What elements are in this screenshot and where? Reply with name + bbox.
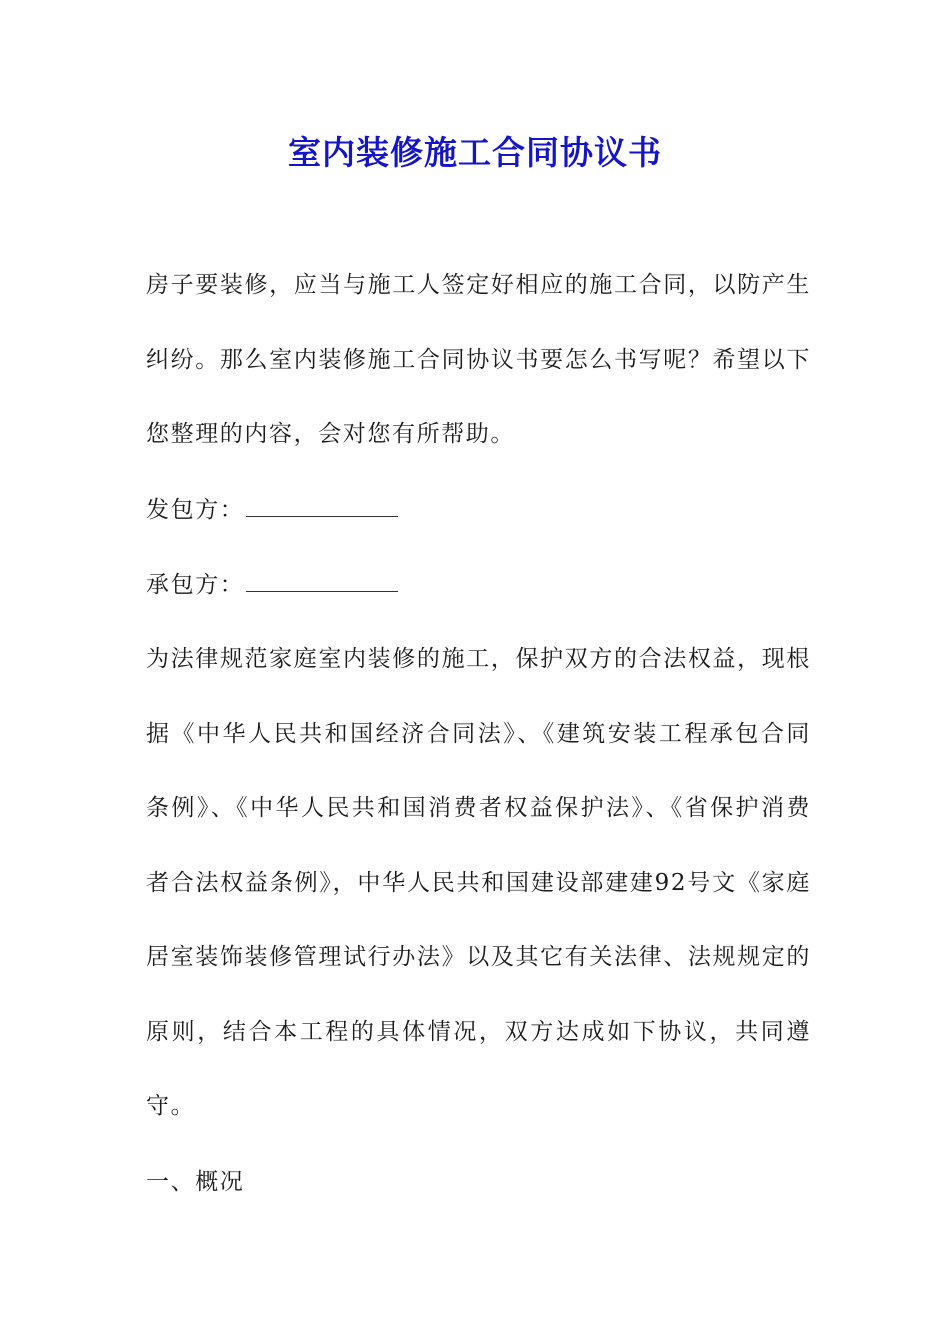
document-title: 室内装修施工合同协议书 [288, 133, 662, 172]
party-a-label: 发包方： [146, 497, 245, 523]
section-heading-overview: 一、概况 [146, 1169, 245, 1195]
intro-paragraph: 房子要装修，应当与施工人签定好相应的施工合同，以防产生纠纷。那么室内装修施工合同协议书要怎么书写呢？希望以下您整理的内容，会对您有所帮助。 [146, 272, 811, 447]
party-b-label: 承包方： [146, 572, 245, 598]
party-b-line [146, 565, 398, 605]
party-b-blank [246, 569, 398, 592]
party-a-blank [246, 494, 398, 517]
party-a-line [146, 490, 398, 530]
body-paragraph: 为法律规范家庭室内装修的施工，保护双方的合法权益，现根据《中华人民共和国经济合同法》、《建筑安装工程承包合同条例》、《中华人民共和国消费者权益保护法》、《省保护消费者合法权益条例》，中华人民共和国建设部建建92号文《家庭居室装饰装修管理试行办法》以及其它有关法律、法规规定的原则，结合本工程的具体情况，双方达成如下协议，共同遵守。 [146, 646, 811, 1119]
